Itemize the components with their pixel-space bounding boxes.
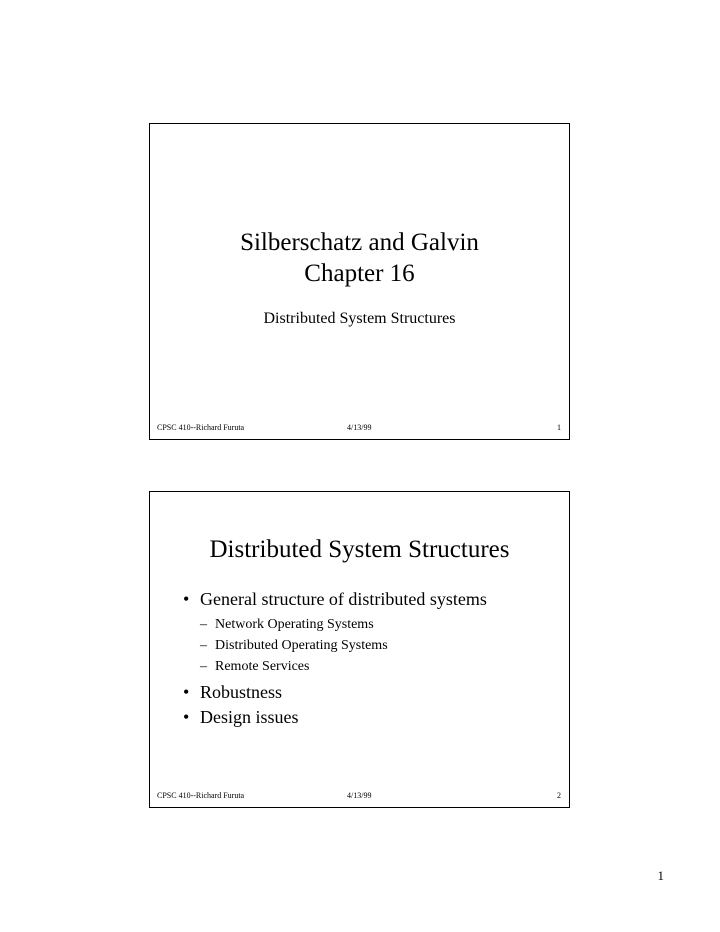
bullet-item [183,681,487,703]
title-line-1: Silberschatz and Galvin [240,229,479,256]
bullet-text: Robustness [200,682,283,702]
slide-2-heading: Distributed System Structures [209,536,510,563]
footer-date: 4/13/99 [347,791,372,800]
bullet-text: General structure of distributed systems [200,589,487,609]
slide-1-title [150,227,569,289]
sub-bullet-text: Remote Services [215,659,310,674]
footer-author: CPSC 410--Richard Furuta [157,423,245,432]
slide-1 [149,123,570,440]
bullet-item [183,706,487,728]
sub-bullet-text: Distributed Operating Systems [215,638,388,653]
sub-bullet-item [200,614,487,635]
footer-slide-number: 2 [557,791,561,800]
footer-slide-number: 1 [557,423,561,432]
bullet-mark: • [183,707,190,727]
sub-bullet-text: Network Operating Systems [215,617,374,632]
footer-author: CPSC 410--Richard Furuta [157,791,245,800]
sub-bullet-item [200,635,487,656]
sub-bullet-mark: – [200,659,207,674]
slide-2 [149,491,570,808]
bullet-mark: • [183,589,190,609]
sub-bullet-mark: – [200,617,207,632]
slide-1-subtitle: Distributed System Structures [263,310,456,327]
footer-date: 4/13/99 [347,423,372,432]
bullet-list [183,588,487,731]
slide-2-footer [157,791,561,801]
sub-bullet-item [200,656,487,677]
page-number: 1 [657,868,664,883]
bullet-mark: • [183,682,190,702]
slide-1-footer [157,423,561,433]
title-line-2: Chapter 16 [304,260,415,287]
bullet-text: Design issues [200,707,299,727]
bullet-item [183,588,487,677]
sub-bullet-mark: – [200,638,207,653]
sub-bullet-list [200,614,487,677]
